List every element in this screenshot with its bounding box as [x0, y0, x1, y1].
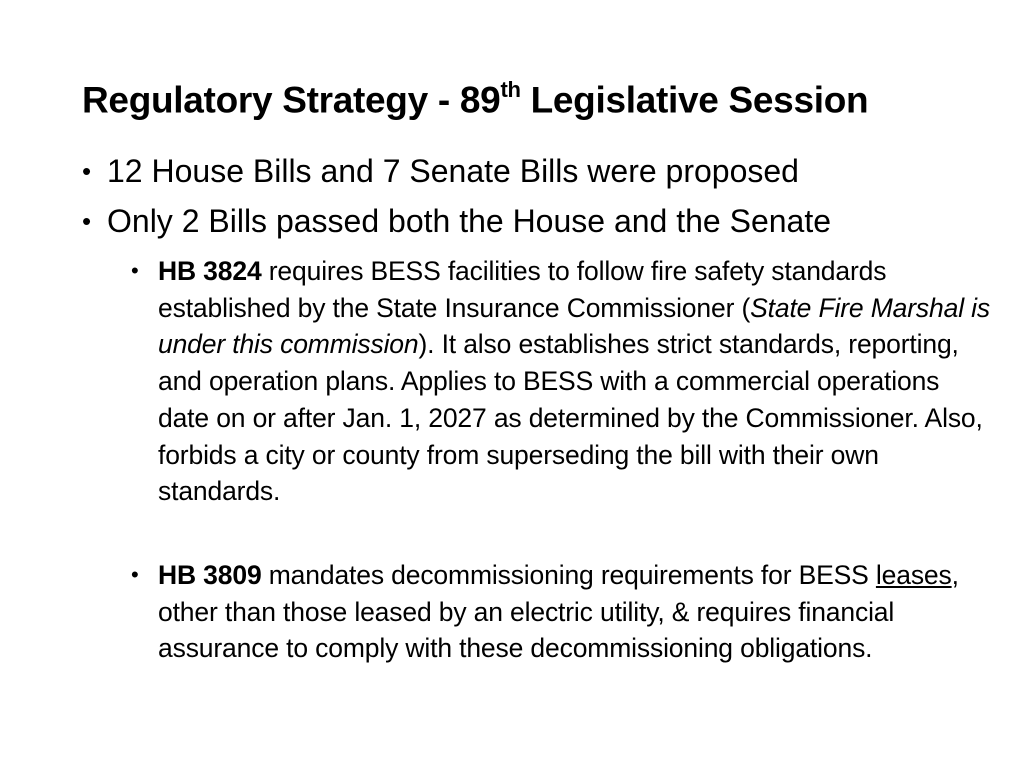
bullet-item — [82, 196, 982, 246]
bill-description-part2: ). It also establishes strict standards, reporting, and operation plans. Applies to BESS with a commercial operations date on or after Jan. 1, 2027 as determined by the Commissioner. Also, forbids a city or county from superseding the bill with their own standards. — [158, 329, 983, 507]
bill-description-underlined: leases — [875, 560, 952, 590]
sub-bullet-item — [131, 557, 991, 667]
bill-description-part1: mandates decommissioning requirements for BESS — [261, 560, 876, 590]
bill-number: HB 3809 — [158, 560, 262, 590]
bill-description-italic: State Fire Marshal is under this commission — [158, 292, 990, 360]
bullet-dot: • — [82, 206, 92, 236]
bill-description-part2: , other than those leased by an electric utility, & requires financial assurance to comply with these decommissioning obligations. — [158, 560, 959, 664]
bullet-text: Only 2 Bills passed both the House and the Senate — [107, 203, 832, 239]
sub-bullet-text — [131, 253, 991, 510]
sub-bullet-item — [131, 253, 991, 510]
bill-description-part1: requires BESS facilities to follow fire safety standards established by the State Insurance Commissioner ( — [158, 256, 887, 323]
sub-bullet-text — [131, 557, 991, 667]
sub-bullet-dot: • — [131, 258, 139, 283]
sub-bullet-dot: • — [131, 562, 139, 587]
title-text-after: Legislative Session — [520, 79, 869, 121]
bullet-text: 12 House Bills and 7 Senate Bills were proposed — [107, 153, 799, 189]
slide-title — [82, 68, 868, 124]
bullet-dot: • — [82, 156, 92, 186]
title-superscript: th — [500, 77, 521, 102]
title-text-before: Regulatory Strategy - 89 — [82, 79, 501, 121]
bill-number: HB 3824 — [158, 256, 262, 286]
bullet-item — [82, 146, 982, 196]
